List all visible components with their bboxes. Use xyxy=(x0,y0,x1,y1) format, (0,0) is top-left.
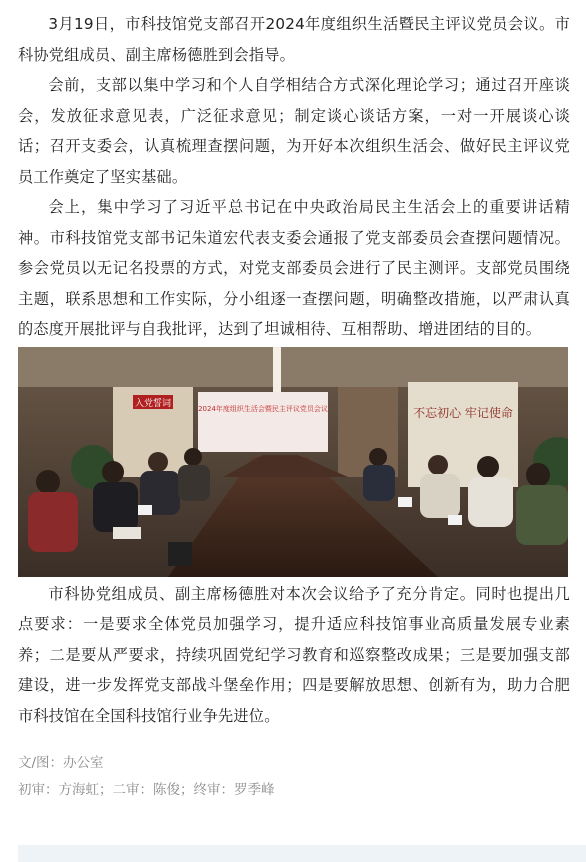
projection-screen xyxy=(198,392,328,452)
author-credit: 文/图：办公室 xyxy=(18,755,104,771)
wall-sign-text: 入党誓词 xyxy=(134,398,172,409)
meeting-photo[interactable] xyxy=(18,347,568,577)
footer-bar xyxy=(18,845,586,862)
paragraph-leader-remarks: 市科协党组成员、副主席杨德胜对本次会议给予了充分肯定。同时也提出几点要求：一是要求全体党员加强学习，提升适应科技馆事业高质量发展专业素养；二是要从严要求，持续巩固党纪学习教育和巡察整改成果；三是要加强支部建设，进一步发挥党支部战斗堡垒作用；四是要解放思想、创新有为，助力合肥市科技馆在全国科技馆行业争先进位。 xyxy=(18,584,570,725)
meeting-photo-illustration xyxy=(18,347,568,577)
wall-calligraphy: 不忘初心 牢记使命 xyxy=(413,405,513,420)
screen-title: 2024年度组织生活会暨民主评议党员会议 xyxy=(198,404,328,413)
review-credit: 初审：方海虹；二审：陈俊；终审：罗季峰 xyxy=(18,782,275,798)
paragraph-during-meeting: 会上，集中学习了习近平总书记在中央政治局民主生活会上的重要讲话精神。市科技馆党支部书记朱道宏代表支委会通报了党支部委员会查摆问题情况。参会党员以无记名投票的方式，对党支部委员会进行了民主测评。支部党员围绕主题，联系思想和工作实际，分小组逐一查摆问题，明确整改措施，以严肃认真的态度开展批评与自我批评，达到了坦诚相待、互相帮助、增进团结的目的。 xyxy=(18,198,570,338)
paragraph-intro: 3月19日，市科技馆党支部召开2024年度组织生活暨民主评议党员会议。市科协党组成员、副主席杨德胜到会指导。 xyxy=(18,15,570,64)
paragraph-before-meeting: 会前，支部以集中学习和个人自学相结合方式深化理论学习；通过召开座谈会，发放征求意见表，广泛征求意见；制定谈心谈话方案，一对一开展谈心谈话；召开支委会，认真梳理查摆问题，为开好本次组织生活会、做好民主评议党员工作奠定了坚实基础。 xyxy=(18,76,570,186)
